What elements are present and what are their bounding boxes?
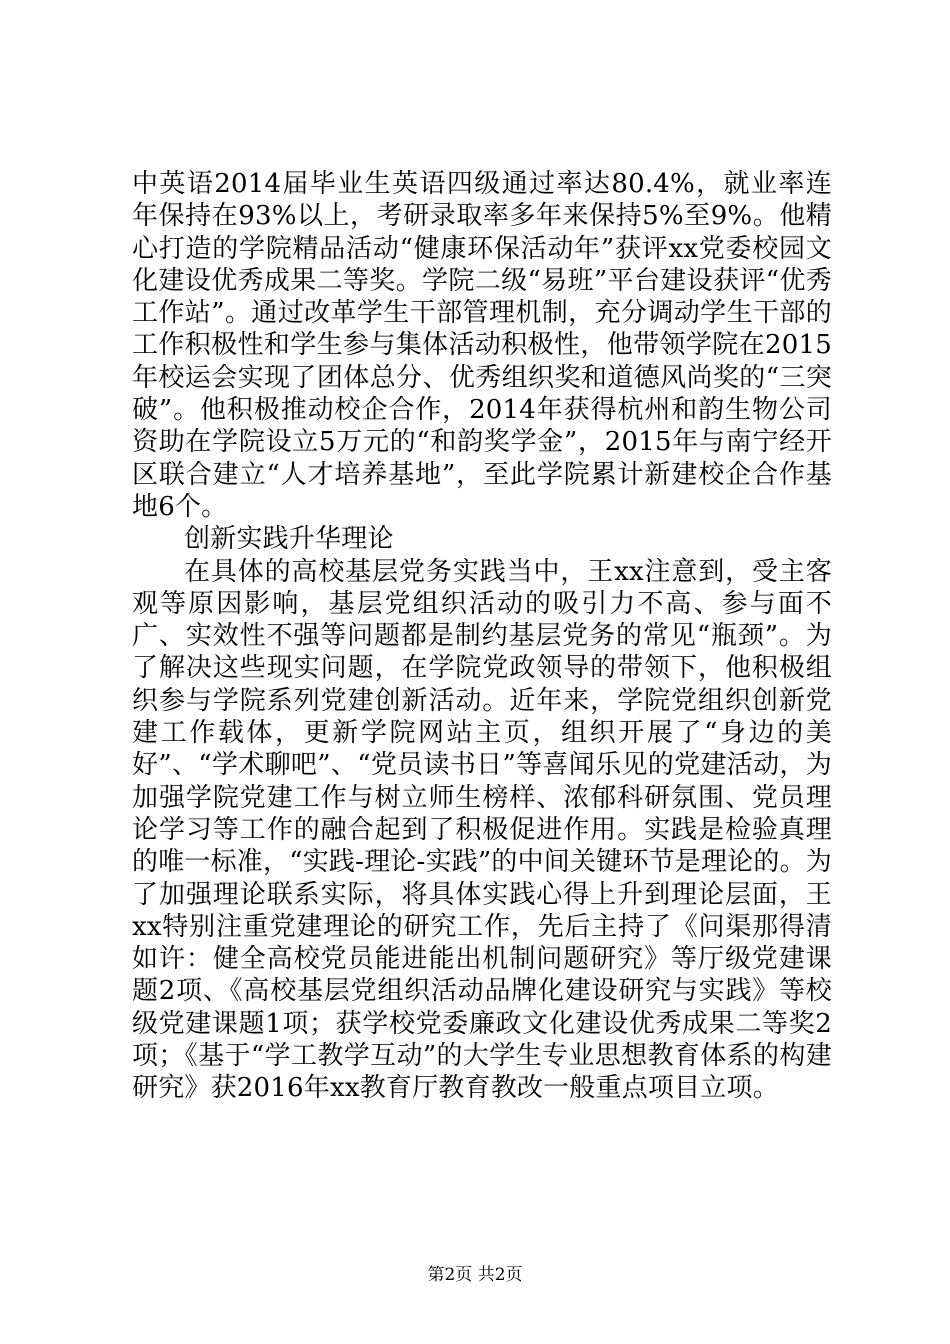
paragraph-achievements: 中英语2014届毕业生英语四级通过率达80.4%，就业率连年保持在93%以上，考研录取率多年来保持5%至9%。他精心打造的学院精品活动“健康环保活动年”获评xx党委校园文化建设优秀成果二等奖。学院二级“易班”平台建设获评“优秀工作站”。通过改革学生干部管理机制，充分调动学生干部的工作积极性和学生参与集体活动积极性，他带领学院在2015年校运会实现了团体总分、优秀组织奖和道德风尚奖的“三突破”。他积极推动校企合作，2014年获得杭州和韵生物公司资助在学院设立5万元的“和韵奖学金”，2015年与南宁经开区联合建立“人才培养基地”，至此学院累计新建校企合作基地6个。 — [132, 169, 832, 522]
document-body — [132, 168, 832, 1105]
page-number-footer: 第2页 共2页 — [427, 1265, 523, 1285]
paragraph-practice-theory: 在具体的高校基层党务实践当中，王xx注意到，受主客观等原因影响，基层党组织活动的吸引力不高、参与面不广、实效性不强等问题都是制约基层党务的常见“瓶颈”。为了解决这些现实问题，在学院党政领导的带领下，他积极组织参与学院系列党建创新活动。近年来，学院党组织创新党建工作载体，更新学院网站主页，组织开展了“身边的美好”、“学术聊吧”、“党员读书日”等喜闻乐见的党建活动，为加强学院党建工作与树立师生榜样、浓郁科研氛围、党员理论学习等工作的融合起到了积极促进作用。实践是检验真理的唯一标准，“实践-理论-实践”的中间关键环节是理论的。为了加强理论联系实际，将具体实践心得上升到理论层面，王xx特别注重党建理论的研究工作，先后主持了《问渠那得清如许：健全高校党员能进能出机制问题研究》等厅级党建课题2项、《高校基层党组织活动品牌化建设研究与实践》等校级党建课题1项；获学校党委廉政文化建设优秀成果二等奖2项；《基于“学工教学互动”的大学生专业思想教育体系的构建研究》获2016年xx教育厅教育教改一般重点项目立项。 — [132, 556, 832, 1104]
section-heading: 创新实践升华理论 — [184, 524, 394, 555]
